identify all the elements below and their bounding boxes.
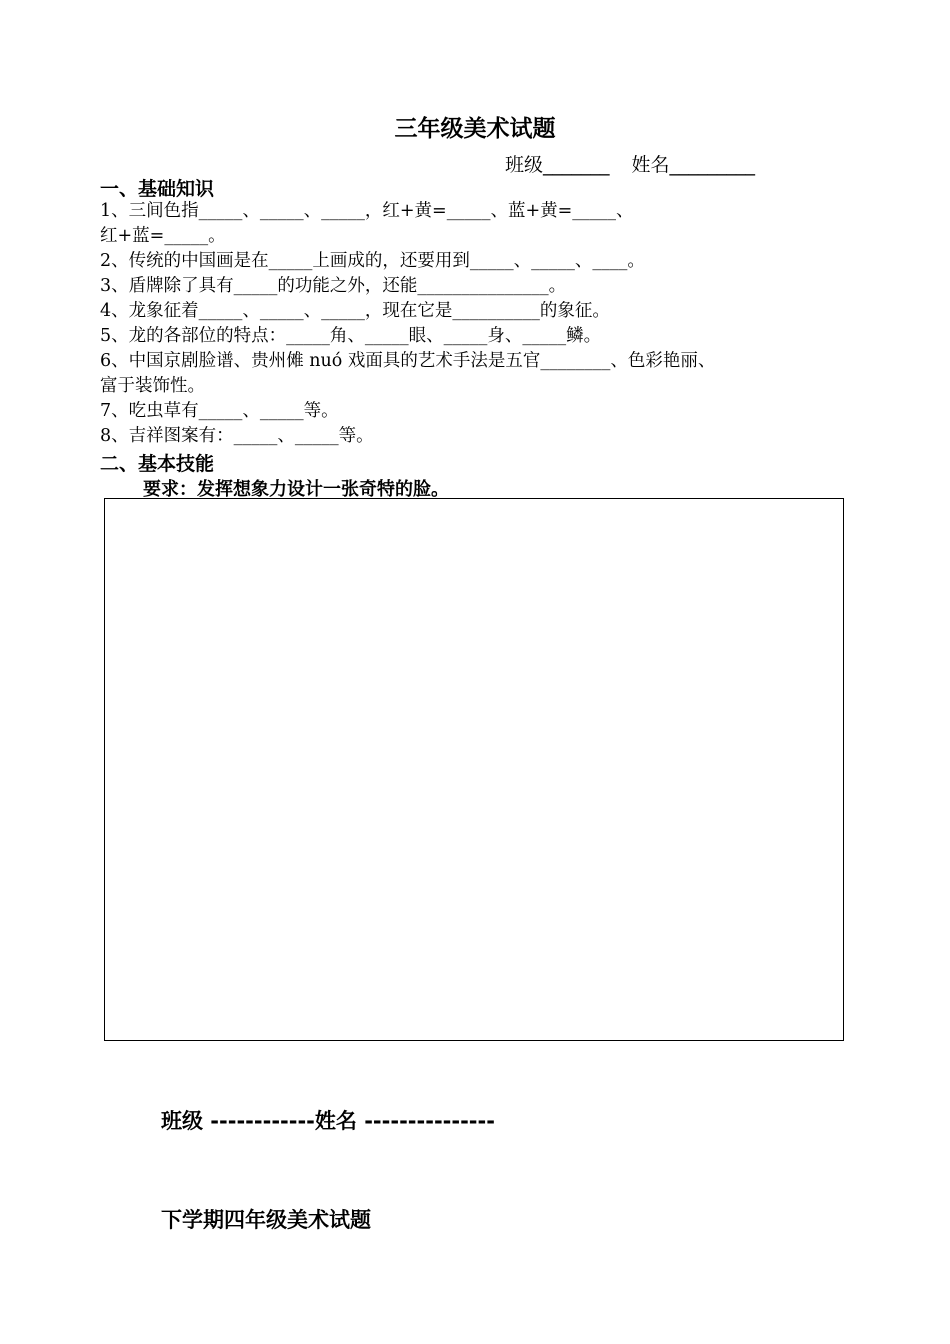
- class-field: 班级_______: [505, 154, 610, 176]
- question-line: 5、龙的各部位的特点：_____角、_____眼、_____身、_____鳞。: [100, 326, 602, 346]
- requirement-text: 要求：发挥想象力设计一张奇特的脸。: [143, 479, 449, 500]
- question-line: 富于装饰性。: [100, 376, 205, 396]
- drawing-area: [104, 498, 844, 1041]
- section-basic-knowledge: 一、基础知识: [100, 178, 215, 200]
- footer-class-name-line: 班级 ------------姓名 ---------------: [161, 1109, 495, 1133]
- section-basic-skills: 二、基本技能: [100, 453, 215, 475]
- next-exam-title: 下学期四年级美术试题: [161, 1208, 371, 1232]
- question-line: 红+蓝=_____。: [100, 226, 226, 246]
- question-line: 8、吉祥图案有：_____、_____等。: [100, 426, 374, 446]
- question-line: 6、中国京剧脸谱、贵州傩 nuó 戏面具的艺术手法是五官________、色彩艳丽、: [100, 351, 716, 371]
- page-title: 三年级美术试题: [394, 116, 556, 142]
- question-line: 3、盾牌除了具有_____的功能之外，还能_______________。: [100, 276, 567, 296]
- question-line: 2、传统的中国画是在_____上画成的，还要用到_____、_____、____。: [100, 251, 645, 271]
- question-line: 7、吃虫草有_____、_____等。: [100, 401, 339, 421]
- question-line: 4、龙象征着_____、_____、_____，现在它是__________的象征。: [100, 301, 610, 321]
- class-name-header: [505, 150, 755, 177]
- name-field: 姓名_________: [631, 154, 756, 176]
- question-line: 1、三间色指_____、_____、_____，红+黄=_____、蓝+黄=_____、: [100, 201, 634, 221]
